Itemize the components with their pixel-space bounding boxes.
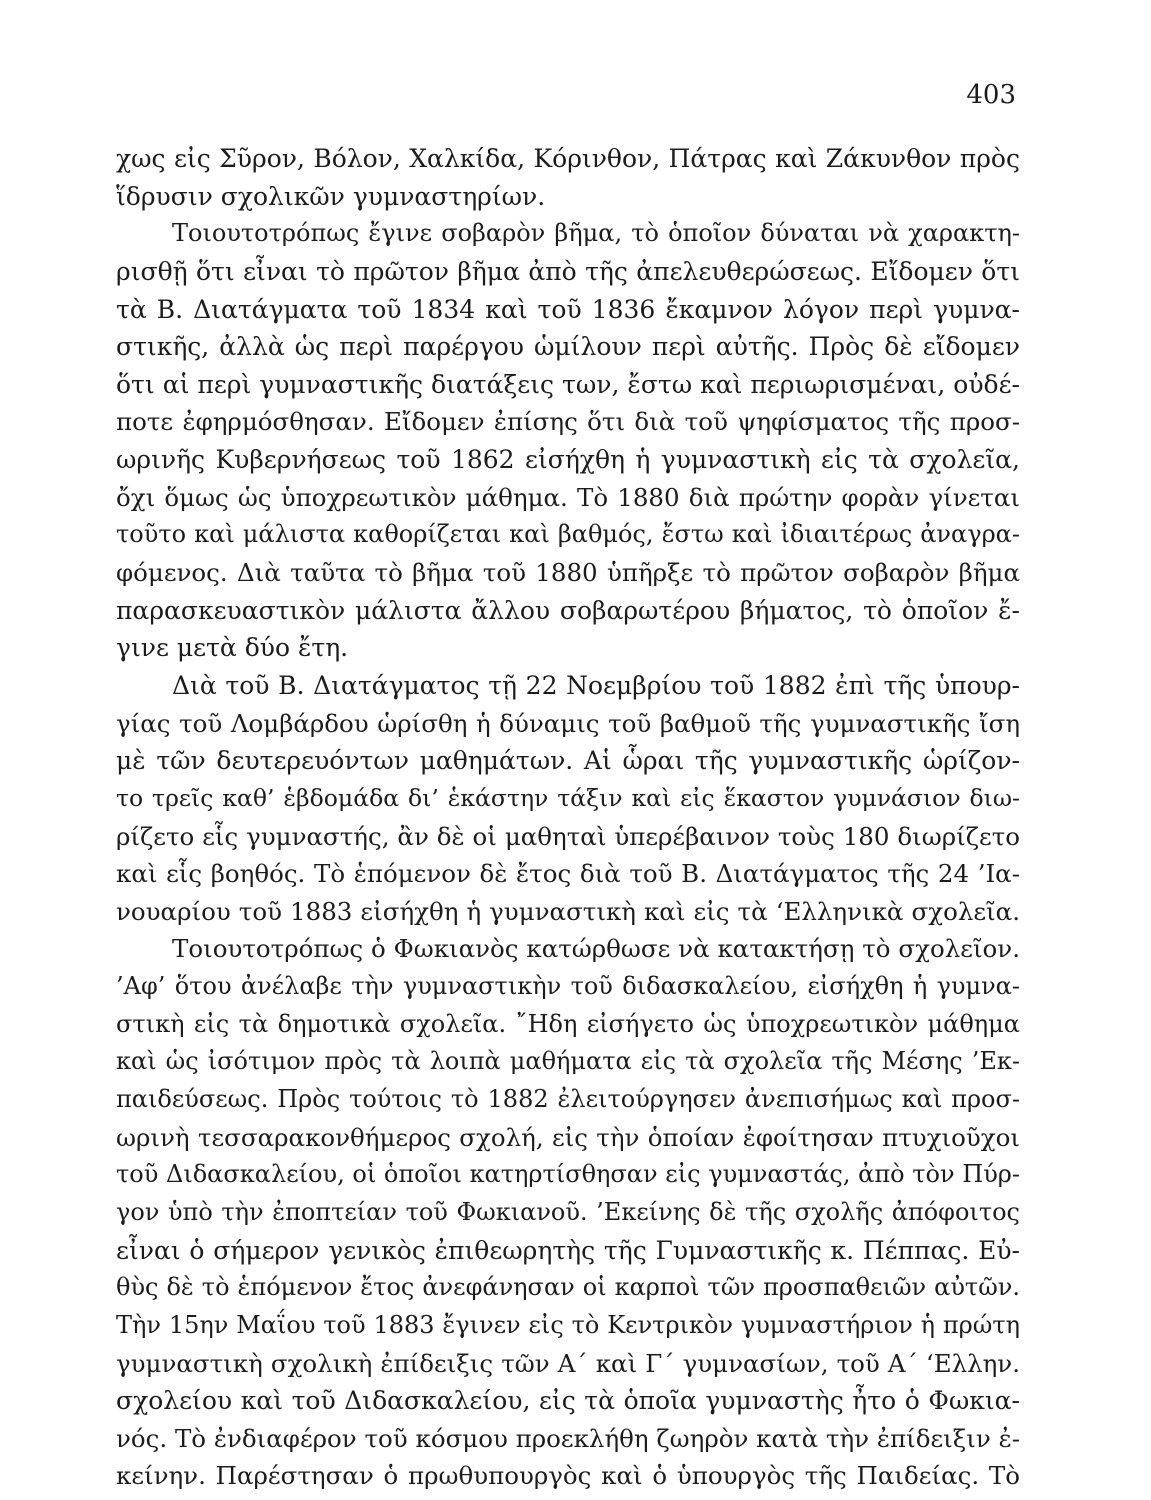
text-line: Διὰ τοῦ Β. Διατάγματος τῇ 22 Νοεμβρίου τοῦ 1882 ἐπὶ τῆς ὑπουρ- xyxy=(172,670,1020,700)
text-line: το τρεῖς καθ’ ἑβδομάδα δι’ ἑκάστην τάξιν καὶ εἰς ἕκαστον γυμνάσιον διω- xyxy=(116,783,1020,812)
text-line: παιδεύσεως. Πρὸς τούτοις τὸ 1882 ἐλειτούργησεν ἀνεπισήμως καὶ προσ- xyxy=(116,1085,1020,1114)
text-line: Τοιουτοτρόπως ὁ Φωκιανὸς κατώρθωσε νὰ κατακτήσῃ τὸ σχολεῖον. xyxy=(172,934,1020,964)
body-text xyxy=(116,140,1020,1495)
page-number: 403 xyxy=(966,80,1016,110)
text-line: γυμναστικὴ σχολικὴ ἐπίδειξις τῶν Α΄ καὶ Γ΄ γυμνασίων, τοῦ Α΄ ‘Ελλην. xyxy=(116,1348,1020,1378)
text-line: στικῆς, ἀλλὰ ὡς περὶ παρέργου ὡμίλουν περὶ αὐτῆς. Πρὸς δὲ εἴδομεν xyxy=(116,332,1020,362)
text-line: ποτε ἐφηρμόσθησαν. Εἴδομεν ἐπίσης ὅτι διὰ τοῦ ψηφίσματος τῆς προσ- xyxy=(116,407,1020,437)
text-line: ’Αφ’ ὅτου ἀνέλαβε τὴν γυμναστικὴν τοῦ διδασκαλείου, εἰσήχθη ἡ γυμνα- xyxy=(116,972,1020,1001)
text-line: σχολείου καὶ τοῦ Διδασκαλείου, εἰς τὰ ὁποῖα γυμναστὴς ἦτο ὁ Φωκια- xyxy=(116,1386,1020,1416)
text-line: εἶναι ὁ σήμερον γενικὸς ἐπιθεωρητὴς τῆς Γυμναστικῆς κ. Πέππας. Εὐ- xyxy=(116,1235,1020,1265)
text-line: ρισθῇ ὅτι εἶναι τὸ πρῶτον βῆμα ἀπὸ τῆς ἀπελευθερώσεως. Εἴδομεν ὅτι xyxy=(116,256,1020,286)
text-line: κείνην. Παρέστησαν ὁ πρωθυπουργὸς καὶ ὁ ὑπουργὸς τῆς Παιδείας. Τὸ xyxy=(116,1461,1020,1491)
text-line: τοῦτο καὶ μάλιστα καθορίζεται καὶ βαθμός, ἔστω καὶ ἰδιαιτέρως ἀναγρα- xyxy=(116,520,1020,549)
text-line: ωρινῆς Κυβερνήσεως τοῦ 1862 εἰσήχθη ἡ γυμναστικὴ εἰς τὰ σχολεῖα, xyxy=(116,445,1020,475)
text-line: τοῦ Διδασκαλείου, οἱ ὁποῖοι κατηρτίσθησαν εἰς γυμναστάς, ἀπὸ τὸν Πύρ- xyxy=(116,1160,1020,1189)
text-line: καὶ ὡς ἰσότιμον πρὸς τὰ λοιπὰ μαθήματα εἰς τὰ σχολεῖα τῆς Μέσης ’Εκ- xyxy=(116,1047,1020,1076)
text-line: τὰ Β. Διατάγματα τοῦ 1834 καὶ τοῦ 1836 ἔκαμνον λόγον περὶ γυμνα- xyxy=(116,294,1020,324)
text-line: ὄχι ὅμως ὡς ὑποχρεωτικὸν μάθημα. Τὸ 1880 διὰ πρώτην φορὰν γίνεται xyxy=(116,482,1020,512)
text-line: ἵδρυσιν σχολικῶν γυμναστηρίων. xyxy=(116,181,546,211)
text-line: Τὴν 15ην Μαΐου τοῦ 1883 ἔγινεν εἰς τὸ Κεντρικὸν γυμναστήριον ἡ πρώτη xyxy=(116,1310,1020,1339)
text-line: νουαρίου τοῦ 1883 εἰσήχθη ἡ γυμναστικὴ καὶ εἰς τὰ ‘Ελληνικὰ σχολεῖα. xyxy=(116,896,1020,926)
text-line: ὅτι αἱ περὶ γυμναστικῆς διατάξεις των, ἔστω καὶ περιωρισμέναι, οὐδέ- xyxy=(116,369,1020,399)
text-line: Τοιουτοτρόπως ἔγινε σοβαρὸν βῆμα, τὸ ὁποῖον δύναται νὰ χαρακτη- xyxy=(172,219,1020,248)
text-line: θὺς δὲ τὸ ἑπόμενον ἔτος ἀνεφάνησαν οἱ καρποὶ τῶν προσπαθειῶν αὐτῶν. xyxy=(116,1273,1020,1302)
text-line: χως εἰς Σῦρον, Βόλον, Χαλκίδα, Κόρινθον, Πάτρας καὶ Ζάκυνθον πρὸς xyxy=(116,144,1020,173)
text-line: γον ὑπὸ τὴν ἐποπτείαν τοῦ Φωκιανοῦ. ’Εκείνης δὲ τῆς σχολῆς ἀπόφοιτος xyxy=(116,1197,1020,1226)
text-line: γίας τοῦ Λομβάρδου ὡρίσθη ἡ δύναμις τοῦ βαθμοῦ τῆς γυμναστικῆς ἴση xyxy=(116,708,1020,738)
text-line: ρίζετο εἷς γυμναστής, ἂν δὲ οἱ μαθηταὶ ὑπερέβαινον τοὺς 180 διωρίζετο xyxy=(116,821,1020,851)
text-line: νός. Τὸ ἐνδιαφέρον τοῦ κόσμου προεκλήθη ζωηρὸν κατὰ τὴν ἐπίδειξιν ἐ- xyxy=(116,1423,1020,1453)
text-line: γινε μετὰ δύο ἔτη. xyxy=(116,633,349,663)
text-line: φόμενος. Διὰ ταῦτα τὸ βῆμα τοῦ 1880 ὑπῆρξε τὸ πρῶτον σοβαρὸν βῆμα xyxy=(116,558,1020,588)
text-line: παρασκευαστικὸν μάλιστα ἄλλου σοβαρωτέρου βήματος, τὸ ὁποῖον ἔ- xyxy=(116,595,1020,625)
text-line: στικὴ εἰς τὰ δημοτικὰ σχολεῖα. ῎Ηδη εἰσήγετο ὡς ὑποχρεωτικὸν μάθημα xyxy=(116,1009,1020,1038)
text-line: ωρινὴ τεσσαρακονθήμερος σχολή, εἰς τὴν ὁποίαν ἐφοίτησαν πτυχιοῦχοι xyxy=(116,1122,1020,1152)
text-line: καὶ εἷς βοηθός. Τὸ ἑπόμενον δὲ ἔτος διὰ τοῦ Β. Διατάγματος τῆς 24 ’Ια- xyxy=(116,859,1020,889)
text-line: μὲ τῶν δευτερευόντων μαθημάτων. Αἱ ὧραι τῆς γυμναστικῆς ὡρίζον- xyxy=(116,746,1020,776)
